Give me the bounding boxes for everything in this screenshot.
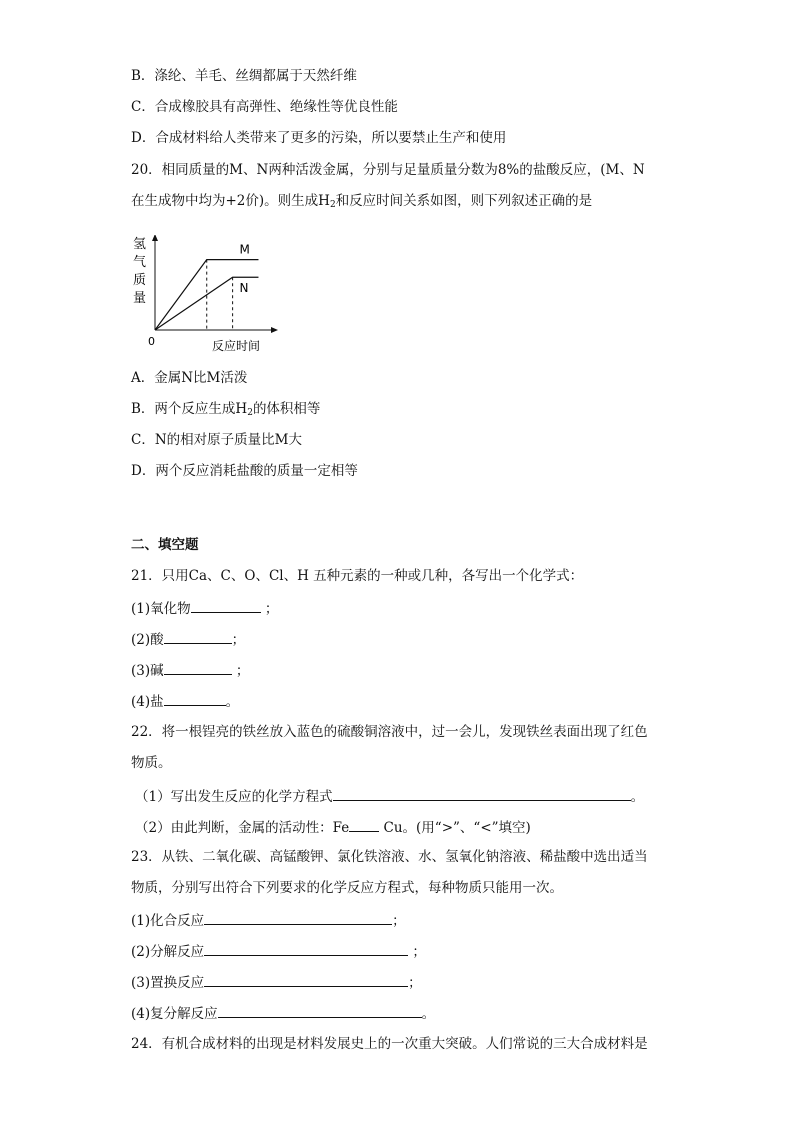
q21-part3: (3)碱 ； bbox=[131, 660, 249, 680]
q23-part3: (3)置换反应 ； bbox=[131, 972, 422, 992]
q23-part4: (4)复分解反应 。 bbox=[131, 1003, 435, 1023]
q23-stem-line1: 23．从铁、二氧化碳、高锰酸钾、氯化铁溶液、水、氢氧化钠溶液、稀盐酸中选出适当 bbox=[131, 849, 648, 865]
answer-blank[interactable] bbox=[333, 786, 631, 801]
q22-stem-line2: 物质。 bbox=[131, 755, 172, 771]
y-label-char: 量 bbox=[133, 291, 147, 306]
answer-blank[interactable] bbox=[204, 972, 408, 987]
answer-blank[interactable] bbox=[349, 817, 379, 832]
answer-blank[interactable] bbox=[164, 660, 232, 675]
reaction-chart bbox=[128, 235, 288, 355]
q19-option-d: D．合成材料给人类带来了更多的污染，所以要禁止生产和使用 bbox=[131, 130, 507, 146]
q22-part1: （1）写出发生反应的化学方程式 。 bbox=[135, 786, 644, 806]
y-label-char: 气 bbox=[133, 255, 147, 270]
q20-option-a: A．金属N比M活泼 bbox=[131, 370, 248, 386]
answer-blank[interactable] bbox=[164, 691, 226, 706]
q20-option-c: C．N的相对原子质量比M大 bbox=[131, 432, 302, 448]
answer-blank[interactable] bbox=[204, 910, 392, 925]
answer-blank[interactable] bbox=[191, 598, 261, 613]
chart-x-label: 反应时间 bbox=[212, 339, 261, 353]
q24-stem-line1: 24．有机合成材料的出现是材料发展史上的一次重大突破。人们常说的三大合成材料是 bbox=[131, 1036, 648, 1052]
y-label-char: 质 bbox=[133, 273, 147, 288]
q20-option-b: B．两个反应生成$H_2$的体积相等 bbox=[131, 401, 321, 418]
q23-part2: (2)分解反应 ； bbox=[131, 941, 426, 961]
section-title: 二、填空题 bbox=[131, 537, 199, 553]
x-axis-arrow bbox=[271, 327, 278, 333]
q19-option-b: B．涤纶、羊毛、丝绸都属于天然纤维 bbox=[131, 68, 357, 84]
q23-stem-line2: 物质，分别写出符合下列要求的化学反应方程式，每种物质只能用一次。 bbox=[131, 880, 563, 896]
series-label-m: M bbox=[239, 242, 250, 257]
q19-option-c: C．合成橡胶具有高弹性、绝缘性等优良性能 bbox=[131, 99, 398, 115]
answer-blank[interactable] bbox=[218, 1003, 422, 1018]
q21-part1: (1)氧化物 ； bbox=[131, 598, 278, 618]
q22-part2: （2）由此判断，金属的活动性：Fe Cu。(用“>”、“<”填空) bbox=[135, 817, 531, 837]
series-label-n: N bbox=[239, 281, 249, 296]
q20-option-d: D．两个反应消耗盐酸的质量一定相等 bbox=[131, 463, 358, 479]
chart-y-label bbox=[133, 237, 146, 306]
q20-stem-line2: 在生成物中均为+2价)。则生成$H_2$和反应时间关系如图，则下列叙述正确的是 bbox=[131, 193, 593, 210]
answer-blank[interactable] bbox=[164, 629, 232, 644]
origin-label: 0 bbox=[148, 335, 155, 348]
answer-blank[interactable] bbox=[204, 941, 408, 956]
y-axis-arrow bbox=[152, 235, 158, 241]
q21-part4: (4)盐 。 bbox=[131, 691, 239, 711]
q23-part1: (1)化合反应 ； bbox=[131, 910, 406, 930]
q20-stem-line1: 20．相同质量的M、N两种活泼金属，分别与足量质量分数为8%的盐酸反应，(M、N bbox=[131, 162, 645, 178]
q21-stem: 21．只用Ca、C、O、Cl、H 五种元素的一种或几种，各写出一个化学式： bbox=[131, 568, 584, 584]
q21-part2: (2)酸 ； bbox=[131, 629, 245, 649]
q22-stem-line1: 22．将一根锃亮的铁丝放入蓝色的硫酸铜溶液中，过一会儿，发现铁丝表面出现了红色 bbox=[131, 724, 648, 740]
y-label-char: 氢 bbox=[133, 237, 147, 252]
